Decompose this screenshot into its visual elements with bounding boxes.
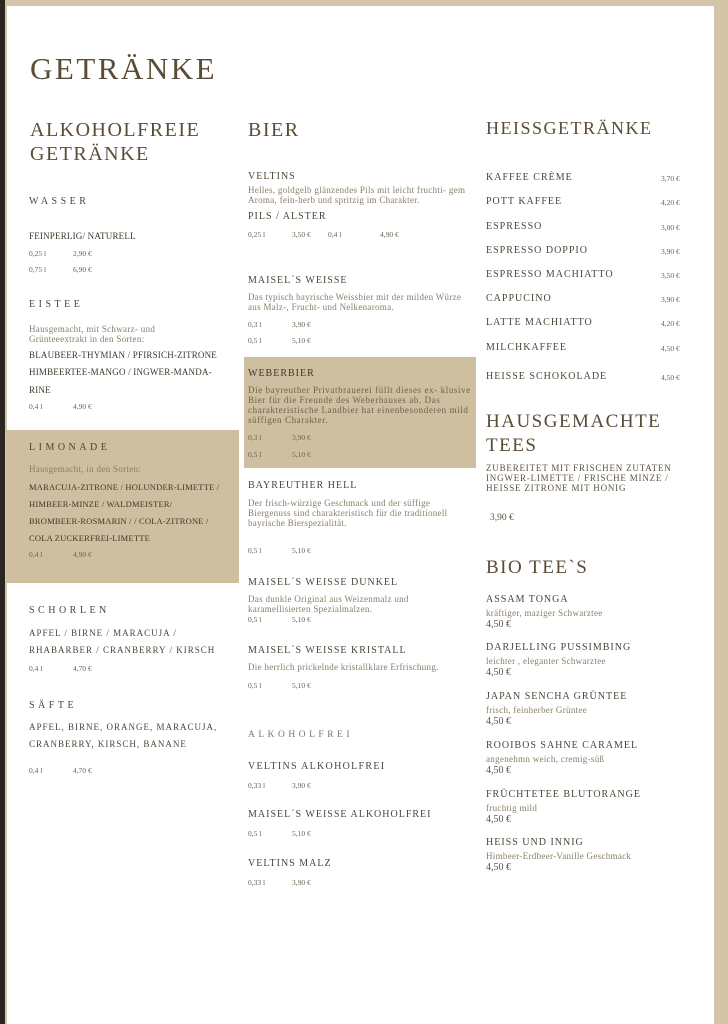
item-name: MAISEL´S WEISSE ALKOHOLFREI <box>248 809 432 820</box>
item-name: VELTINS <box>248 171 296 182</box>
bio-tee-price: 4,50 € <box>486 619 511 630</box>
bio-tee-description: kräftiger, maziger Schwarztee <box>486 608 603 618</box>
price: 6,90 € <box>73 265 92 274</box>
price: 2,90 € <box>73 249 92 258</box>
price: 3,90 € <box>292 433 311 442</box>
size: 0,4 l <box>29 664 43 673</box>
bio-tee-name: DARJELLING PUSSIMBING <box>486 642 632 653</box>
heissgetraenk-name: CAPPUCINO <box>486 293 552 304</box>
size: 0,3 l <box>248 433 262 442</box>
heading-heissgetraenke: HEISSGETRÄNKE <box>486 118 653 138</box>
page-frame-top <box>0 0 728 6</box>
bio-tee-name: ASSAM TONGA <box>486 594 569 605</box>
item-name: VELTINS MALZ <box>248 858 332 869</box>
page-frame-right <box>714 0 728 1024</box>
heissgetraenk-price: 3,70 € <box>661 174 680 183</box>
item-name: MAISEL´S WEISSE KRISTALL <box>248 645 407 656</box>
size: 0,3 l <box>248 320 262 329</box>
item-name: WEBERBIER <box>248 368 315 379</box>
bio-tee-name: JAPAN SENCHA GRÜNTEE <box>486 691 628 702</box>
price: 4,90 € <box>380 230 399 239</box>
bio-tee-price: 4,50 € <box>486 667 511 678</box>
size: 0,5 l <box>248 615 262 624</box>
size: 0,33 l <box>248 878 266 887</box>
price: 5,10 € <box>292 829 311 838</box>
bio-tee-description: frisch, feinherber Grüntee <box>486 705 588 715</box>
flavor-line: APFEL, BIRNE, ORANGE, MARACUJA, <box>29 722 218 732</box>
bio-tee-price: 4,50 € <box>486 716 511 727</box>
flavor-line: CRANBERRY, KIRSCH, BANANE <box>29 739 187 749</box>
heissgetraenk-name: ESPRESSO MACHIATTO <box>486 269 614 280</box>
size: 0,5 l <box>248 450 262 459</box>
heading-bier: BIER <box>248 119 300 141</box>
tees-line: HEISSE ZITRONE MIT HONIG <box>486 483 627 493</box>
heissgetraenk-name: ESPRESSO <box>486 221 543 232</box>
price: 3,90 € <box>292 878 311 887</box>
price: 3,90 € <box>292 320 311 329</box>
size: 0,25 l <box>248 230 266 239</box>
bio-tee-description: leichter , eleganter Schwarztee <box>486 656 606 666</box>
item-sub: PILS / ALSTER <box>248 211 327 222</box>
heissgetraenk-price: 4,20 € <box>661 319 680 328</box>
heissgetraenk-name: ESPRESSO DOPPIO <box>486 245 588 256</box>
size: 0,33 l <box>248 781 266 790</box>
description: Hausgemacht, mit Schwarz- und Grünteeextrakt in den Sorten: <box>29 324 156 344</box>
tees-line: ZUBEREITET MIT FRISCHEN ZUTATEN <box>486 463 672 473</box>
price: 5,10 € <box>292 681 311 690</box>
description: Das dunkle Original aus Weizenmalz und karamellisierten Spezialmalzen. <box>248 594 409 614</box>
section-schorlen: SCHORLEN <box>29 605 110 616</box>
price: 3,90 € <box>490 513 514 523</box>
item-name: MAISEL´S WEISSE <box>248 275 348 286</box>
size: 0,4 l <box>328 230 342 239</box>
bio-tee-name: FRÜCHTETEE BLUTORANGE <box>486 789 641 800</box>
size: 0,25 l <box>29 249 47 258</box>
section-limonade: LIMONADE <box>29 442 111 453</box>
heissgetraenk-price: 4,50 € <box>661 344 680 353</box>
price: 5,10 € <box>292 615 311 624</box>
flavor-line: RINE <box>29 385 51 395</box>
flavor-line: APFEL / BIRNE / MARACUJA / <box>29 628 177 638</box>
section-alkoholfrei: ALKOHOLFREI <box>248 730 353 740</box>
price: 3,50 € <box>292 230 311 239</box>
size: 0,4 l <box>29 402 43 411</box>
bio-tee-description: fruchtig mild <box>486 803 538 813</box>
heissgetraenk-name: KAFFEE CRÈME <box>486 172 573 183</box>
heissgetraenk-price: 3,90 € <box>661 295 680 304</box>
flavor-line: BROMBEER-ROSMARIN / / COLA-ZITRONE / <box>29 516 209 526</box>
price: 3,90 € <box>292 781 311 790</box>
item-name: FEINPERLIG/ NATURELL <box>29 231 136 241</box>
section-wasser: WASSER <box>29 196 90 207</box>
flavor-line: COLA ZUCKERFREI-LIMETTE <box>29 533 150 543</box>
heissgetraenk-name: LATTE MACHIATTO <box>486 317 593 328</box>
size: 0,4 l <box>29 766 43 775</box>
section-saefte: SÄFTE <box>29 700 78 711</box>
flavor-line: RHABARBER / CRANBERRY / KIRSCH <box>29 645 216 655</box>
size: 0,75 l <box>29 265 47 274</box>
size: 0,4 l <box>29 550 43 559</box>
bio-tee-name: ROOIBOS SAHNE CARAMEL <box>486 740 639 751</box>
heading-alkoholfreie-getraenke: ALKOHOLFREIE GETRÄNKE <box>30 119 201 165</box>
description: Die herrlich prickelnde kristallklare Erfrischung. <box>248 662 439 672</box>
heissgetraenk-name: POTT KAFFEE <box>486 196 563 207</box>
size: 0,5 l <box>248 829 262 838</box>
flavor-line: BLAUBEER-THYMIAN / PFIRSICH-ZITRONE <box>29 350 217 360</box>
bio-tee-name: HEISS UND INNIG <box>486 837 584 848</box>
price: 4,70 € <box>73 766 92 775</box>
size: 0,5 l <box>248 681 262 690</box>
heissgetraenk-price: 3,00 € <box>661 223 680 232</box>
flavor-line: HIMBEER-MINZE / WALDMEISTER/ <box>29 499 173 509</box>
description: Das typisch bayrische Weissbier mit der milden Würze aus Malz-, Frucht- und Nelkenaroma. <box>248 292 462 312</box>
heissgetraenk-price: 3,90 € <box>661 247 680 256</box>
section-eistee: EISTEE <box>29 299 84 310</box>
bio-tee-price: 4,50 € <box>486 862 511 873</box>
size: 0,5 l <box>248 336 262 345</box>
heissgetraenk-price: 3,50 € <box>661 271 680 280</box>
heissgetraenk-price: 4,50 € <box>661 373 680 382</box>
heading-hausgemachte-tees: HAUSGEMACHTE TEES <box>486 411 662 456</box>
heissgetraenk-price: 4,20 € <box>661 198 680 207</box>
bio-tee-price: 4,50 € <box>486 814 511 825</box>
bio-tee-description: Himbeer-Erdbeer-Vanille Geschmack <box>486 851 632 861</box>
price: 4,90 € <box>73 402 92 411</box>
page-title: GETRÄNKE <box>30 51 218 86</box>
price: 5,10 € <box>292 450 311 459</box>
item-name: MAISEL´S WEISSE DUNKEL <box>248 577 399 588</box>
size: 0,5 l <box>248 546 262 555</box>
flavor-line: HIMBEERTEE-MANGO / INGWER-MANDA- <box>29 367 212 377</box>
description: Die bayreuther Privatbrauerei füllt dieses ex- klusive Bier für die Freunde des Weberhauses ab. Das charakteristische Landbier hat einenbesonderen mild süffigen Charakter. <box>248 385 471 425</box>
price: 5,10 € <box>292 336 311 345</box>
flavor-line: MARACUJA-ZITRONE / HOLUNDER-LIMETTE / <box>29 482 220 492</box>
description: Helles, goldgelb glänzendes Pils mit leicht fruchti- gem Aroma, fein-herb und spritzig im Charakter. <box>248 185 466 205</box>
item-name: BAYREUTHER HELL <box>248 480 358 491</box>
heissgetraenk-name: MILCHKAFFEE <box>486 342 568 353</box>
heading-bio-tees: BIO TEE`S <box>486 557 589 578</box>
heissgetraenk-name: HEISSE SCHOKOLADE <box>486 371 608 382</box>
tees-line: INGWER-LIMETTE / FRISCHE MINZE / <box>486 473 669 483</box>
price: 4,90 € <box>73 550 92 559</box>
bio-tee-price: 4,50 € <box>486 765 511 776</box>
item-name: VELTINS ALKOHOLFREI <box>248 761 386 772</box>
price: 5,10 € <box>292 546 311 555</box>
description: Hausgemacht, in den Sorten: <box>29 464 142 474</box>
price: 4,70 € <box>73 664 92 673</box>
description: Der frisch-würzige Geschmack und der süffige Biergenuss sind charakteristisch für die traditionell bayrische Bierspezialität. <box>248 498 448 528</box>
bio-tee-description: angenehmn weich, cremig-süß <box>486 754 605 764</box>
